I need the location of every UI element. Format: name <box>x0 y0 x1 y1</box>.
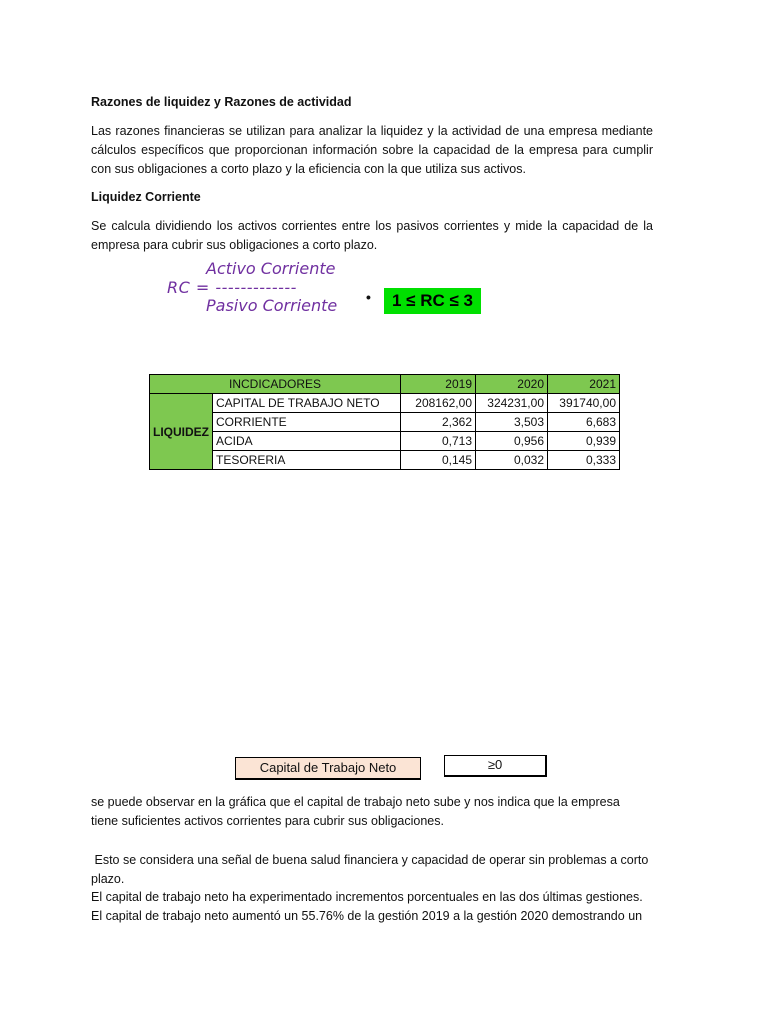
formula-numerator: Activo Corriente <box>206 259 336 278</box>
cell-value: 208162,00 <box>401 394 476 413</box>
rc-range-badge: 1 ≤ RC ≤ 3 <box>384 288 481 314</box>
capital-trabajo-neto-box: Capital de Trabajo Neto <box>235 757 421 780</box>
indicators-table <box>149 374 620 470</box>
cell-value: 0,333 <box>548 451 620 470</box>
greater-equal-zero-box: ≥0 <box>444 755 547 777</box>
row-label: CAPITAL DE TRABAJO NETO <box>213 394 401 413</box>
cell-value: 0,956 <box>476 432 548 451</box>
formula-denominator: Pasivo Corriente <box>206 296 338 315</box>
header-year-2020: 2020 <box>476 375 548 394</box>
table-row <box>150 394 620 413</box>
cell-value: 0,713 <box>401 432 476 451</box>
conclusion-paragraph: se puede observar en la gráfica que el capital de trabajo neto sube y nos indica que la empresa tiene suficientes activos corrientes para cubrir sus obligaciones. <box>91 795 620 828</box>
header-year-2019: 2019 <box>401 375 476 394</box>
group-label-liquidez: LIQUIDEZ <box>150 394 213 470</box>
row-label: CORRIENTE <box>213 413 401 432</box>
cell-value: 6,683 <box>548 413 620 432</box>
bullet-icon: • <box>366 289 371 305</box>
cell-value: 391740,00 <box>548 394 620 413</box>
formula-lhs: RC = ------------- <box>167 278 297 297</box>
table-row <box>150 413 620 432</box>
cell-value: 2,362 <box>401 413 476 432</box>
cell-value: 324231,00 <box>476 394 548 413</box>
growth-line-2: El capital de trabajo neto aumentó un 55.76% de la gestión 2019 a la gestión 2020 demostrando un <box>91 909 643 923</box>
table-row <box>150 432 620 451</box>
cell-value: 0,939 <box>548 432 620 451</box>
header-indicators: INCDICADORES <box>150 375 401 394</box>
growth-line-1: El capital de trabajo neto ha experimentado incrementos porcentuales en las dos últimas gestiones. <box>91 890 643 904</box>
intro-paragraph: Las razones financieras se utilizan para analizar la liquidez y la actividad de una empresa mediante cálculos específicos que proporcionan información sobre la capacidad de la empresa para cumplir con sus obligaciones a corto plazo y la eficiencia con la que utiliza sus activos. <box>91 124 653 176</box>
health-paragraph: Esto se considera una señal de buena salud financiera y capacidad de operar sin problemas a corto plazo. <box>91 853 652 886</box>
header-year-2021: 2021 <box>548 375 620 394</box>
cell-value: 0,032 <box>476 451 548 470</box>
table-row <box>150 451 620 470</box>
row-label: ACIDA <box>213 432 401 451</box>
page-heading: Razones de liquidez y Razones de actividad <box>91 95 352 109</box>
row-label: TESORERIA <box>213 451 401 470</box>
cell-value: 3,503 <box>476 413 548 432</box>
cell-value: 0,145 <box>401 451 476 470</box>
table-header-row <box>150 375 620 394</box>
section-subheading: Liquidez Corriente <box>91 190 201 204</box>
definition-paragraph: Se calcula dividiendo los activos corrientes entre los pasivos corrientes y mide la capacidad de la empresa para cubrir sus obligaciones a corto plazo. <box>91 219 653 252</box>
